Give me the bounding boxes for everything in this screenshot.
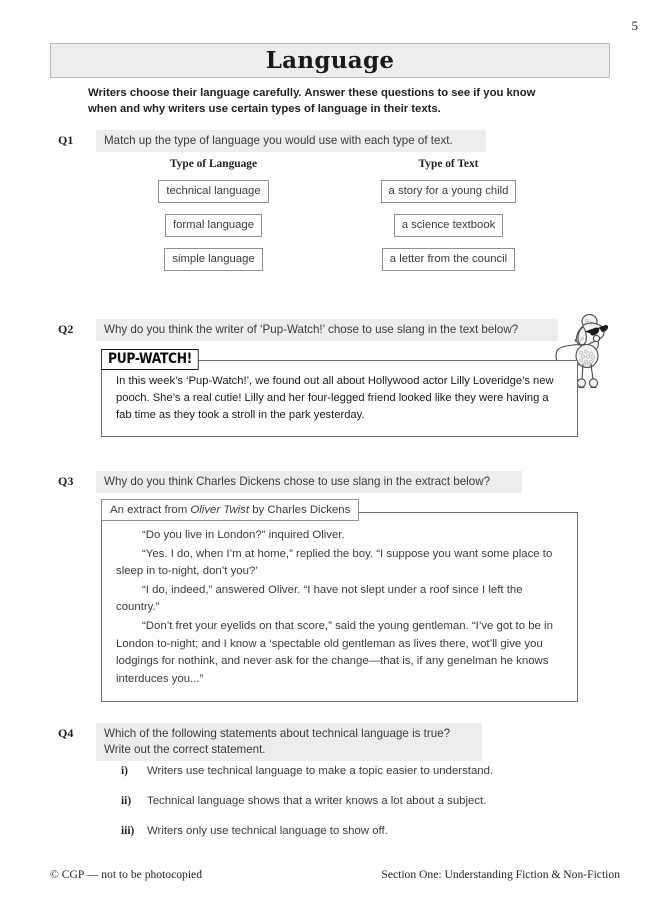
q1-cell-language [96, 180, 331, 203]
q3-extract-wrap [101, 504, 578, 702]
q3-paragraph: “I do, indeed,” answered Oliver. “I have not slept under a roof since I left the country.” [116, 583, 523, 614]
q1-cell-language [96, 248, 331, 271]
q4-statement-row[interactable] [121, 793, 581, 809]
q3-extract-source-tag [101, 499, 359, 521]
question-label-q2: Q2 [58, 322, 74, 336]
q2-extract-title-tag: PUP-WATCH! [101, 349, 199, 370]
q1-option-box[interactable]: a science textbook [394, 214, 504, 237]
q1-row [96, 180, 566, 203]
q3-extract-box [101, 512, 578, 702]
q4-statement-text: Writers only use technical language to show off. [147, 825, 388, 837]
page-number: 5 [631, 18, 638, 33]
q1-option-box[interactable]: a story for a young child [381, 180, 517, 203]
q1-option-box[interactable]: simple language [164, 248, 262, 271]
q1-cell-text [331, 214, 566, 237]
q1-option-box[interactable]: formal language [165, 214, 262, 237]
intro-text: Writers choose their language carefully. Answer these questions to see if you know when and why writers use certain types of language in their texts. [88, 87, 536, 115]
q1-cell-text [331, 248, 566, 271]
q2-extract-body: In this week’s ‘Pup-Watch!’, we found out all about Hollywood actor Lilly Loveridge’s new pooch. She’s a real cutie! Lilly and her four-legged friend looked like they were having a fab time as they took a stroll in the park yesterday. [116, 375, 554, 421]
q3-paragraph: “Do you live in London?” inquired Oliver. [142, 529, 345, 541]
q3-paragraph: “Yes. I do, when I’m at home,” replied the boy. “I suppose you want some place to sleep in to-night, don’t you?’ [116, 547, 553, 578]
footer-section: Section One: Understanding Fiction & Non-Fiction [381, 868, 620, 881]
q4-statement-number: ii) [121, 795, 132, 807]
q1-matchup-area [96, 158, 566, 282]
page-title-banner [50, 43, 610, 78]
q1-column-headers [96, 158, 566, 170]
q4-statement-row[interactable] [121, 763, 581, 779]
q3-source-prefix: An extract from [110, 504, 191, 516]
question-prompt-q3: Why do you think Charles Dickens chose to use slang in the extract below? [96, 471, 522, 493]
q4-statement-row[interactable] [121, 823, 581, 839]
question-prompt-q4: Which of the following statements about technical language is true? Write out the correct statement. [96, 723, 482, 761]
q1-row [96, 214, 566, 237]
q4-statement-list [121, 763, 581, 853]
footer-copyright: © CGP — not to be photocopied [50, 868, 203, 881]
q1-option-rows [96, 180, 566, 271]
q3-source-suffix: by Charles Dickens [249, 504, 351, 516]
q1-header-text: Type of Text [418, 158, 479, 170]
page-footer [50, 868, 620, 881]
q3-paragraph: “Don’t fret your eyelids on that score,” said the young gentleman. “I’ve got to be in London to-night; and I know a ‘spectable old gentleman as lives there, wot’ll give you lodgings for nothink, and never ask for the change—that is, if any genelman he knows interduces you...” [116, 619, 553, 685]
question-label-q3: Q3 [58, 474, 74, 488]
q1-option-box[interactable]: technical language [158, 180, 268, 203]
q1-cell-text [331, 180, 566, 203]
q1-row [96, 248, 566, 271]
q1-cell-language [96, 214, 331, 237]
question-prompt-q2: Why do you think the writer of ‘Pup-Watch!’ chose to use slang in the text below? [96, 319, 558, 341]
q4-statement-text: Technical language shows that a writer knows a lot about a subject. [147, 795, 487, 807]
q4-statement-number: iii) [121, 825, 135, 837]
q4-statement-text: Writers use technical language to make a topic easier to understand. [147, 765, 494, 777]
q1-header-language: Type of Language [169, 158, 258, 170]
q4-statement-number: i) [121, 765, 128, 777]
q2-extract-box [101, 360, 578, 437]
q1-option-box[interactable]: a letter from the council [382, 248, 515, 271]
page-title: Language [265, 47, 395, 74]
q2-extract-wrap [101, 351, 578, 437]
question-prompt-q1: Match up the type of language you would use with each type of text. [96, 130, 486, 152]
q3-source-title: Oliver Twist [190, 504, 250, 516]
question-label-q4: Q4 [58, 726, 74, 740]
question-label-q1: Q1 [58, 133, 74, 147]
